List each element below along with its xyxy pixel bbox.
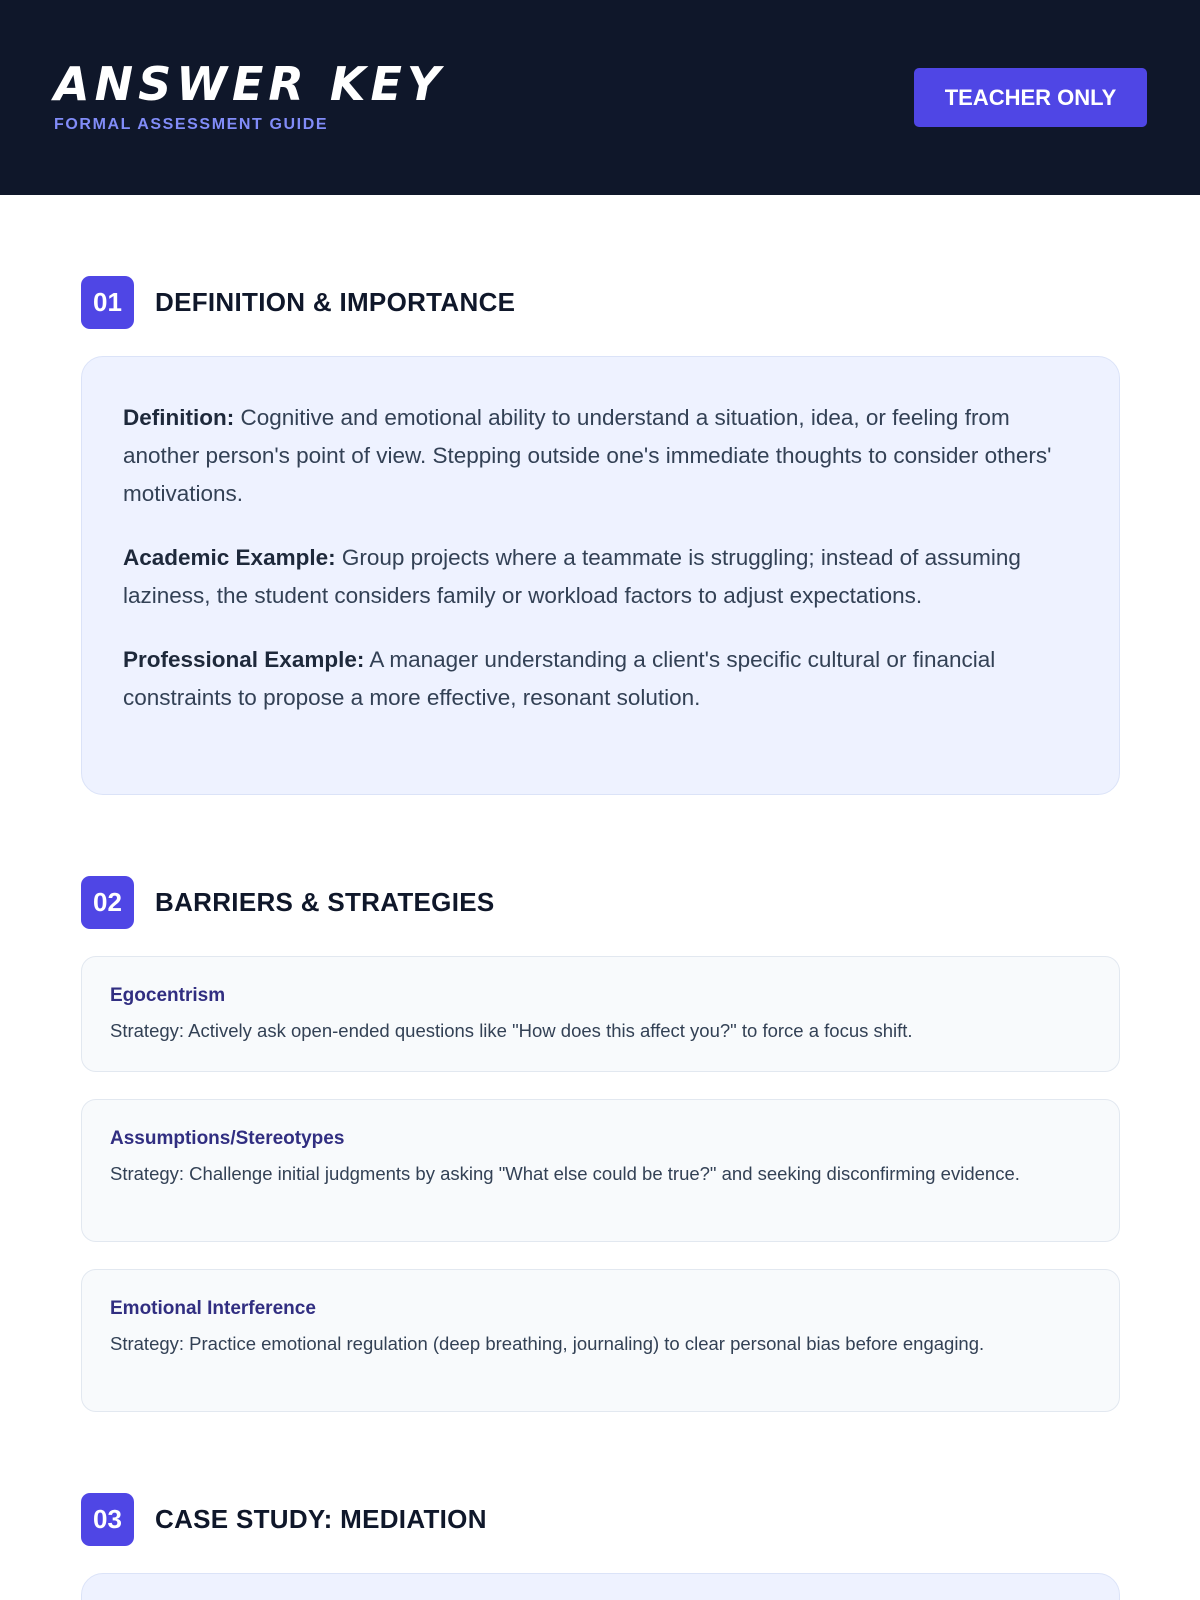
definition-label: Definition:: [123, 405, 235, 430]
definition-paragraph: [123, 399, 1079, 513]
case-study-card: [81, 1573, 1120, 1600]
section-title: BARRIERS & STRATEGIES: [155, 887, 495, 917]
section-number-badge: 02: [81, 876, 134, 929]
barrier-strategy: Strategy: Actively ask open-ended questions like "How does this affect you?" to force a focus shift.: [110, 1020, 913, 1041]
barrier-card-egocentrism: [81, 956, 1120, 1072]
section-number-badge: 01: [81, 276, 134, 329]
barrier-strategy: Strategy: Practice emotional regulation (deep breathing, journaling) to clear personal bias before engaging.: [110, 1333, 985, 1354]
section-heading-definition: [81, 276, 515, 329]
barrier-title: Egocentrism: [110, 985, 226, 1006]
page-header: [0, 0, 1200, 195]
professional-example-paragraph: [123, 641, 1079, 717]
section-title: CASE STUDY: MEDIATION: [155, 1504, 487, 1534]
barrier-card-assumptions: [81, 1099, 1120, 1242]
page-subtitle: FORMAL ASSESSMENT GUIDE: [54, 116, 329, 133]
definition-card: [81, 356, 1120, 795]
section-number-badge: 03: [81, 1493, 134, 1546]
barrier-title: Assumptions/Stereotypes: [110, 1128, 345, 1149]
academic-example-paragraph: [123, 539, 1079, 615]
page-title: ANSWER KEY: [54, 57, 446, 111]
barrier-card-emotional: [81, 1269, 1120, 1412]
teacher-only-badge[interactable]: TEACHER ONLY: [914, 68, 1147, 127]
barrier-strategy: Strategy: Challenge initial judgments by asking "What else could be true?" and seeking disconfirming evidence.: [110, 1163, 1020, 1184]
barrier-title: Emotional Interference: [110, 1298, 316, 1319]
section-title: DEFINITION & IMPORTANCE: [155, 287, 516, 317]
academic-example-label: Academic Example:: [123, 545, 336, 570]
definition-text: Cognitive and emotional ability to understand a situation, idea, or feeling from another person's point of view. Stepping outside one's immediate thoughts to consider others' motivations.: [123, 405, 1052, 506]
section-heading-case-study: [81, 1493, 487, 1546]
section-heading-barriers: [81, 876, 495, 929]
academic-example-text: Group projects where a teammate is struggling; instead of assuming laziness, the student considers family or workload factors to adjust expectations.: [123, 545, 1021, 608]
professional-example-label: Professional Example:: [123, 647, 365, 672]
professional-example-text: A manager understanding a client's specific cultural or financial constraints to propose a more effective, resonant solution.: [123, 647, 996, 710]
